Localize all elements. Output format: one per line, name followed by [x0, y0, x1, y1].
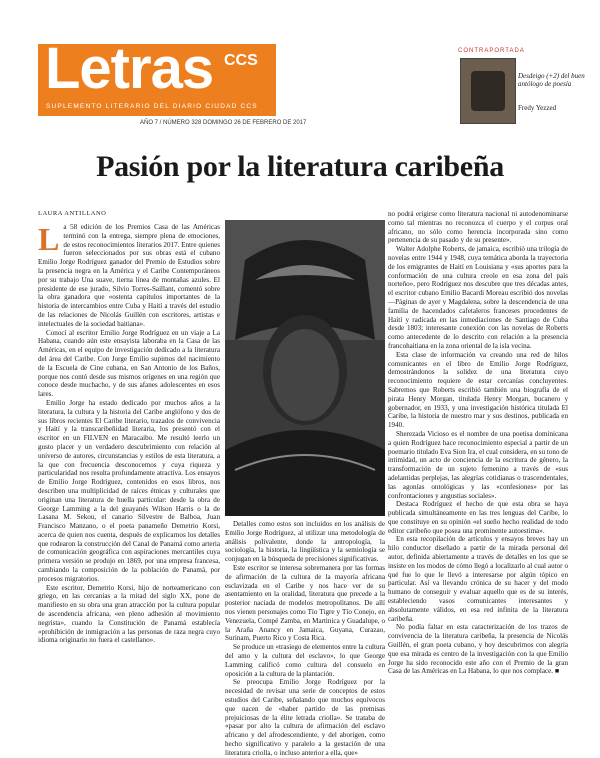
article-photo — [225, 220, 385, 516]
logo-suffix: CCS — [224, 52, 258, 69]
paragraph: Este escritor, Demetrio Korsi, hijo de norteamericano con griego, en las cercanías a la mitad del siglo XX, pone de manifiesto en su obra una gran atracción por la cultura popular de ascendencia africana, «en pleno adhesión al movimiento negrista», cuando la Constitución de Panamá establecía «prohibición de inmigración a las personas de raza negra cuyo idioma originario no fuera el castellano». — [38, 583, 220, 645]
headline: Pasión por la literatura caribeña — [96, 150, 504, 183]
paragraph: Se produce un «trasiego de elementos entre la cultura del amo y la cultura del esclavo», lo que George Lamming calificó como cultura del consuelo en oposición a la cultura de la plantación. — [225, 643, 385, 678]
paragraph: En esta recopilación de artículos y ensayos breves hay un hilo conductor diseñado a partir de la mirada personal del autor, definida abiertamente a través de detalles en los que se insiste en los modos de cómo llegó a localizarlo al cual autor o qué fue lo que le llevó a interesarse por algún tópico en particular. Así va llevando crónica de su hacer y del modo humano de conseguir y evaluar aquello que es de su interés, estableciendo vasos comunicantes interesantes y absolutamente válidos, en esa red infinita de la literatura caribeña. — [388, 535, 568, 623]
paragraph: Emilio Jorge ha estado dedicado por muchos años a la literatura, la cultura y la historia del Caribe anglófono y dos de sus libros recientes El Caribe literario, trazados de convivencia y Haití y la transcaribeñidad literaria, los presentó con el escritor en un FILVEN en Maracaibo. Me resultó leerlo un gusto placer y un verdadero descubrimiento con relación al universo de autores, circunstancias y estilos de esta literatura, a la que con frecuencia desconocemos y cuya riqueza y particularidad nos resulta profundamente atractiva. Los ensayos de Emilio Jorge Rodríguez, contenidos en esos libros, nos describen una multiplicidad de raíces étnicas y culturales que originan una literatura de huella particular: desde la obra de George Lamming a la del guayanés Wilson Harris o la de Lasana M. Sekou, el canario Silvestre de Balboa, Juan Francisco Manzano, o el poeta panameño Demetrio Korsi, acerca de quien nos cuenta, después de explicarnos los detalles que rodearon la construcción del Canal de Panamá como arteria de comunicación geográfica con aspiraciones mercantiles cuya primera versión se produjo en 1869, por una empresa francesa, cambiando la composición de la población de Panamá, por procesos migratorios. — [38, 398, 220, 583]
issue-line: AÑO 7 / NÚMERO 328 DOMINGO 26 DE FEBRERO DE 2017 — [140, 120, 307, 126]
article-column-1 — [38, 223, 220, 723]
paragraph: Sherezada Vicioso es el nombre de una poetisa dominicana a quien Rodríguez hace reconocimiento especial a partir de un poemario titulado Eva Sion Ira, el cual considera, en su tono de intimidad, un acto de conciencia de la escritura de género, la transformación de un sujeto femenino a través de «sus adelantidas perplejas, las alegrías cotidianas o trascendentales, las agonías ontológicas y las «confesiones» por las confrontaciones y angustias sociales». — [388, 429, 568, 500]
promo-author: Fredy Yezzed — [518, 104, 557, 112]
paragraph: no podrá erigirse como literatura nacional ni autodenominarse como tal mientras no reconozca el cuerpo y el corpus oral africano, no sólo como herencia incorporada sino como pertenencia de su pasado y de su presente». — [388, 210, 568, 245]
promo-kicker: CONTRAPORTADA — [458, 48, 525, 54]
dropcap: L — [38, 221, 60, 257]
photo-illustration — [225, 220, 385, 516]
paragraph: Walter Adolphe Roberts, de jamaica, escribió una trilogía de novelas entre 1944 y 1948, cuya temática aborda la trayectoria de los emigrantes de Haití en Louisiana y «sus aportes para la conformación de una cultura creole en esa zona del país norteño», pero Rodríguez nos descubre que tres décadas antes, el escritor cubano Emilio Bacardi Moreau escribió dos novelas —Páginas de ayer y Magdalena, sobre la descendencia de una familia de hacendados cafetaleros franceses procedentes de Haití y radicada en las inmediaciones de Santiago de Cuba desde 1803; interesante conexión con las novelas de Roberts como antecedente de lo descrito con relación a la presencia francohaitiana en la zona oriental de la isla vecina. — [388, 245, 568, 350]
paragraph: No podía faltar en esta caracterización de los trazos de convivencia de la literatura caribeña, la presencia de Nicolás Guillén, el gran poeta cubano, y hoy descubrimos con alegría que esa mirada es centro de la investigación con la que Emilio Jorge ha sido reconocido este año con el Premio de la gran Casa de las Américas en La Habana, lo que nos complace. ■ — [388, 623, 568, 676]
byline: LAURA ANTILLANO — [38, 210, 107, 217]
paragraph: Esta clase de información va creando una red de hilos comunicantes en el libro de Emilio Jorge Rodríguez, demostrándonos la solidez de una literatura cuyo reconocimiento requiere de estar cercanías concluyentes. Sabremos que Roberts escribió también una biografía de el pirata Henry Morgan, titulada Henry Morgan, bucanero y gobernador, en 1933, y una investigación histórica titulada El Caribe, la historia de nuestro mar y sus destinos, publicada en 1940. — [388, 350, 568, 430]
paragraph: Detalles como estos son incluidos en los análisis de Emilio Jorge Rodríguez, al utilizar una metodología de análisis polivalente, donde la antropología, la sociología, la historia, la lingüística y la semiología se conjugan en la búsqueda de precisiones significativas. — [225, 520, 385, 564]
article-column-2 — [225, 520, 385, 757]
promo-photo — [460, 58, 516, 124]
paragraph: Se preocupa Emilio Jorge Rodríguez por la necesidad de revisar una serie de conceptos de estos estudios del Caribe, señalando que muchos equívocos que nacen de «haber partido de las premisas prejuiciosas de la élite letrada criolla». Se trataba de «pasar por alto la cultura de afirmación del esclavo africano y del afrodescendiente, y del aborigen, como hecho significativo y paralelo a la gestación de una literatura criolla, o incluso anterior a ella, que» — [225, 678, 385, 757]
masthead-subtitle: SUPLEMENTO LITERARIO DEL DIARIO CIUDAD CCS — [46, 103, 258, 110]
paragraph: a 58 edición de los Premios Casa de las Américas terminó con la entrega, siempre plena de emociones, de estos reconocimientos literarios 2017. Entre quienes fueron seleccionados por sus obras está el cubano Emilio Jorge Rodríguez ganador del Premio de Estudios sobre la presencia negra en la América y el Caribe Contemporáneos por su trabajo Una suave, tierna línea de montañas azules. El presidente de ese jurado, Silvio Torres-Saillant, comentó sobre la obra ganadora que «ostenta capítulos importantes de la historia de intercambios entre Cuba y Haití a través del estudio de las relaciones de Nicolás Guillén con escritores, artistas e intelectuales de la sociedad haitiana». — [38, 223, 220, 328]
paragraph: Conocí al escritor Emilio Jorge Rodríguez en un viaje a La Habana, cuando aún este ensayista laboraba en la Casa de las Américas, en el equipo de investigación dedicado a la literatura del área del Caribe. Con Jorge Emilio supimos del nacimiento de la Escuela de Cine cubana, en San Antonio de los Baños, porque nos contó desde sus mismos orígenes en una región que conoce desde muchacho, y de sus afanes adolescentes en esos lares. — [38, 328, 220, 399]
article-column-3 — [388, 210, 568, 730]
paragraph: Destaca Rodríguez el hecho de que esta obra se haya publicada simultáneamente en las tres lenguas del Caribe, lo que constituye en su opinión «el sueño hecho realidad de todo editor caribeño que posea una prominente autoestima». — [388, 500, 568, 535]
logo: Letras — [45, 36, 214, 101]
promo-title: Desdeigo (+2) del buen antólogo de poesía — [518, 72, 585, 89]
paragraph: Este escritor se interesa sobremanera por las formas de afirmación de la cultura de la mayoría africana esclavizada en el Caribe y nos hace ver de su asentamiento en la oralidad, literatura que precede a la posterior naciada de modelos metropolitanos. De allí nos vienen personajes como Tío Tigre y Tío Conejo, en Venezuela, Compé Zamba, en Martinica y Guadalupe, o la Araña Anancy en Jamaica, Guyana, Curazao, Surinam, Puerto Rico y Costa Rica. — [225, 563, 385, 643]
